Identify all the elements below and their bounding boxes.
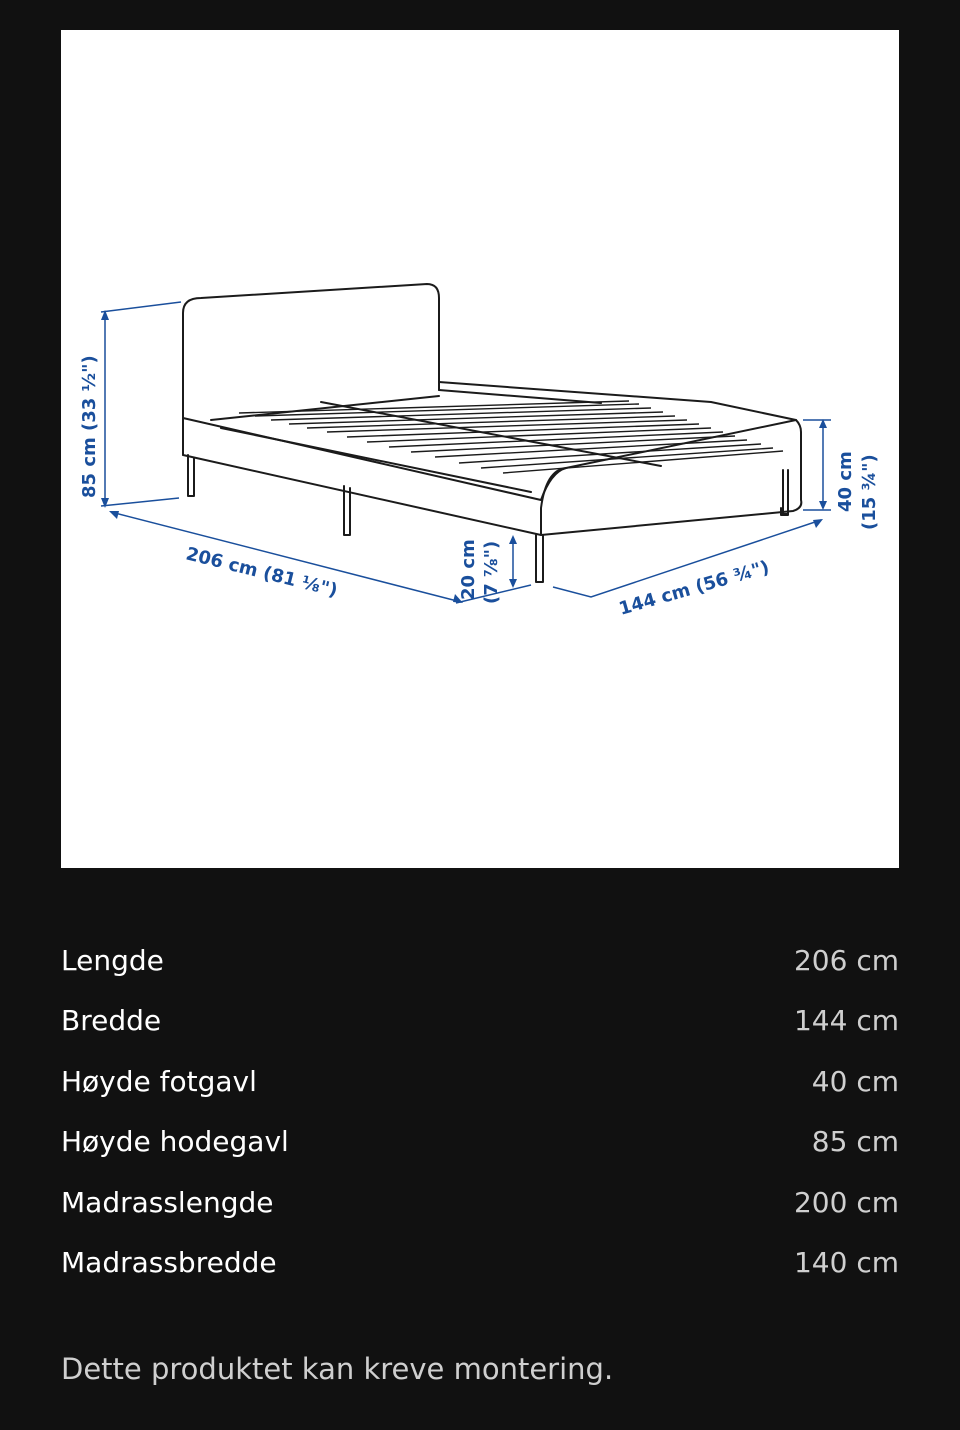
- headboard-height-label: 85 cm (33 ½"): [79, 355, 100, 498]
- spec-value: 40 cm: [811, 1064, 899, 1098]
- spec-value: 140 cm: [793, 1246, 899, 1280]
- clearance-label: 20 cm: [458, 539, 479, 600]
- footboard-height-inch-label: (15 ¾"): [859, 454, 880, 530]
- spec-label: Madrassbredde: [61, 1246, 277, 1280]
- assembly-note: Dette produktet kan kreve montering.: [61, 1352, 614, 1386]
- spec-row-mattress-length: [61, 1172, 899, 1233]
- dimension-spec-list: [61, 930, 899, 1293]
- spec-label: Høyde hodegavl: [61, 1125, 289, 1159]
- spec-label: Lengde: [61, 943, 164, 977]
- spec-row-width: [61, 991, 899, 1052]
- spec-value: 206 cm: [793, 943, 899, 977]
- spec-row-headboard-height: [61, 1112, 899, 1173]
- spec-value: 85 cm: [811, 1125, 899, 1159]
- spec-row-mattress-width: [61, 1233, 899, 1294]
- spec-value: 200 cm: [793, 1185, 899, 1219]
- spec-label: Høyde fotgavl: [61, 1064, 257, 1098]
- spec-row-footboard-height: [61, 1051, 899, 1112]
- spec-label: Madrasslengde: [61, 1185, 274, 1219]
- bed-illustration: [183, 284, 801, 582]
- length-label: 206 cm (81 ⅛"): [183, 543, 340, 602]
- footboard-height-label: 40 cm: [835, 451, 856, 512]
- bed-dimension-drawing: [61, 30, 899, 868]
- spec-row-length: [61, 930, 899, 991]
- spec-value: 144 cm: [793, 1004, 899, 1038]
- spec-label: Bredde: [61, 1004, 162, 1038]
- clearance-inch-label: (7 ⅞"): [481, 540, 502, 604]
- product-dimension-diagram: [61, 30, 899, 868]
- width-label: 144 cm (56 ¾"): [616, 556, 772, 620]
